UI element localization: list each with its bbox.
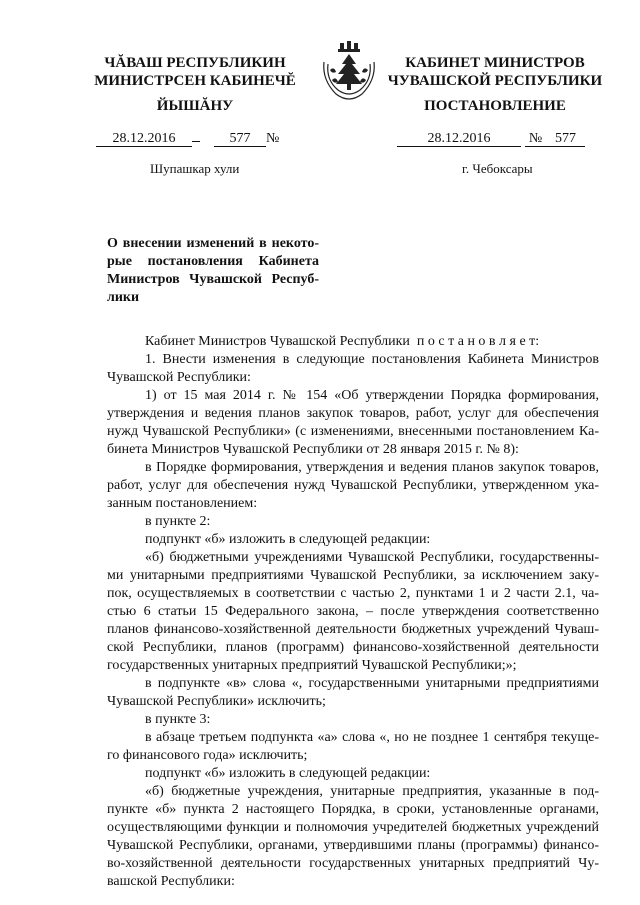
subject-line: рые постановления Кабинета <box>107 254 319 269</box>
number-left: 577 <box>214 131 266 147</box>
paragraph-line: нужд Чувашской Республики» (с изменениями, внесенными постановлением Ка- <box>107 424 599 439</box>
paragraph-line: государственных унитарных предприятий Чувашской Республики;»; <box>107 658 517 673</box>
place-right: г. Чебоксары <box>462 161 533 176</box>
paragraph-line: планов финансово-хозяйственной деятельности бюджетных учреждений Чуваш- <box>107 622 599 637</box>
paragraph-line: в подпункте «в» слова «, государственными унитарными предприятиями <box>145 676 599 691</box>
date-left: 28.12.2016 <box>96 131 192 147</box>
header-right-title: ПОСТАНОВЛЕНИЕ <box>424 98 566 114</box>
header-left <box>70 54 320 90</box>
paragraph-line: «б) бюджетные учреждения, унитарные предприятия, указанные в под- <box>145 784 599 799</box>
paragraph-line: во-хозяйственной деятельности государственных унитарных предприятий Чу- <box>107 856 599 871</box>
paragraph-line: 1. Внести изменения в следующие постановления Кабинета Министров <box>145 352 599 367</box>
paragraph-line: 1) от 15 мая 2014 г. № 154 «Об утверждении Порядка формирования, <box>145 388 599 403</box>
paragraph-line: осуществляющими функции и полномочия учредителей бюджетных учреждений <box>107 820 599 835</box>
paragraph-1 <box>107 351 599 387</box>
paragraph-11 <box>107 783 599 891</box>
intro-text: Кабинет Министров Чувашской Республики <box>145 334 410 349</box>
paragraph-line: Чувашской Республики» исключить; <box>107 694 326 709</box>
paragraph-line: Чувашской Республики: <box>107 370 251 385</box>
paragraph-9 <box>107 729 599 765</box>
paragraph-line: пок, осуществляемых в соответствии с частью 2, пунктами 1 и 2 части 2.1, ча- <box>107 586 599 601</box>
number-line-right <box>397 131 585 147</box>
paragraph-line: в Порядке формирования, утверждения и ведения планов закупок товаров, <box>145 460 599 475</box>
number-sign-left: № <box>266 131 280 146</box>
paragraph-line: утверждения и ведения планов закупок товаров, работ, услуг для обеспечения <box>107 406 599 421</box>
paragraph-8: в пункте 3: <box>145 712 211 727</box>
header-left-line1: ЧĂВАШ РЕСПУБЛИКИН <box>104 55 286 71</box>
paragraph-line: ми унитарными предприятиями Чувашской Республики, за исключением заку- <box>107 568 599 583</box>
intro-verb: п о с т а н о в л я е т: <box>416 334 540 349</box>
header-right-line1: КАБИНЕТ МИНИСТРОВ <box>405 55 585 71</box>
document-body <box>107 333 599 891</box>
paragraph-line: «б) бюджетными учреждениями Чувашской Республики, государственны- <box>145 550 599 565</box>
coat-of-arms-icon <box>316 40 382 106</box>
number-right: 577 <box>547 131 585 147</box>
paragraph-5: подпункт «б» изложить в следующей редакции: <box>145 532 431 547</box>
paragraph-line: го финансового года» исключить; <box>107 748 308 763</box>
paragraph-line: ской Республики, планов (программ) финансово-хозяйственной деятельности <box>107 640 599 655</box>
paragraph-line: вашской Республики: <box>107 874 235 889</box>
paragraph-3 <box>107 459 599 513</box>
header-left-line2: МИНИСТРСЕН КАБИНЕЧĔ <box>94 73 296 89</box>
paragraph-line: Чувашской Республики, органами, утвердившими планы (программы) финансо- <box>107 838 599 853</box>
date-right: 28.12.2016 <box>397 131 521 147</box>
paragraph-line: работ, услуг для обеспечения нужд Чувашской Республики, утвержденном ука- <box>107 478 599 493</box>
paragraph-4: в пункте 2: <box>145 514 211 529</box>
place-left: Шупашкар хули <box>150 161 240 176</box>
subject-line: лики <box>107 290 140 305</box>
number-sign-right: № <box>525 131 547 147</box>
header-left-title: ЙЫШĂНУ <box>156 98 234 114</box>
paragraph-line: стью 6 статьи 15 Федерального закона, – после утверждения соответственно <box>107 604 599 619</box>
paragraph-7 <box>107 675 599 711</box>
paragraph-line: в абзаце третьем подпункта «а» слова «, но не позднее 1 сентября текуще- <box>145 730 599 745</box>
subject-line: Министров Чувашской Респуб- <box>107 272 319 287</box>
paragraph-10: подпункт «б» изложить в следующей редакции: <box>145 766 431 781</box>
document-subject <box>107 235 319 307</box>
paragraph-6 <box>107 549 599 675</box>
paragraph-line: бинета Министров Чувашской Республики от 28 января 2015 г. № 8): <box>107 442 519 457</box>
intro-paragraph <box>107 333 599 351</box>
paragraph-line: пункте «б» пункта 2 настоящего Порядка, в сроки, установленные органами, <box>107 802 599 817</box>
header-right-line2: ЧУВАШСКОЙ РЕСПУБЛИКИ <box>387 73 603 89</box>
number-line-left <box>96 131 279 147</box>
header-right <box>380 54 610 90</box>
paragraph-line: занным постановлением: <box>107 496 258 511</box>
subject-line: О внесении изменений в некото- <box>107 236 319 251</box>
paragraph-2 <box>107 387 599 459</box>
